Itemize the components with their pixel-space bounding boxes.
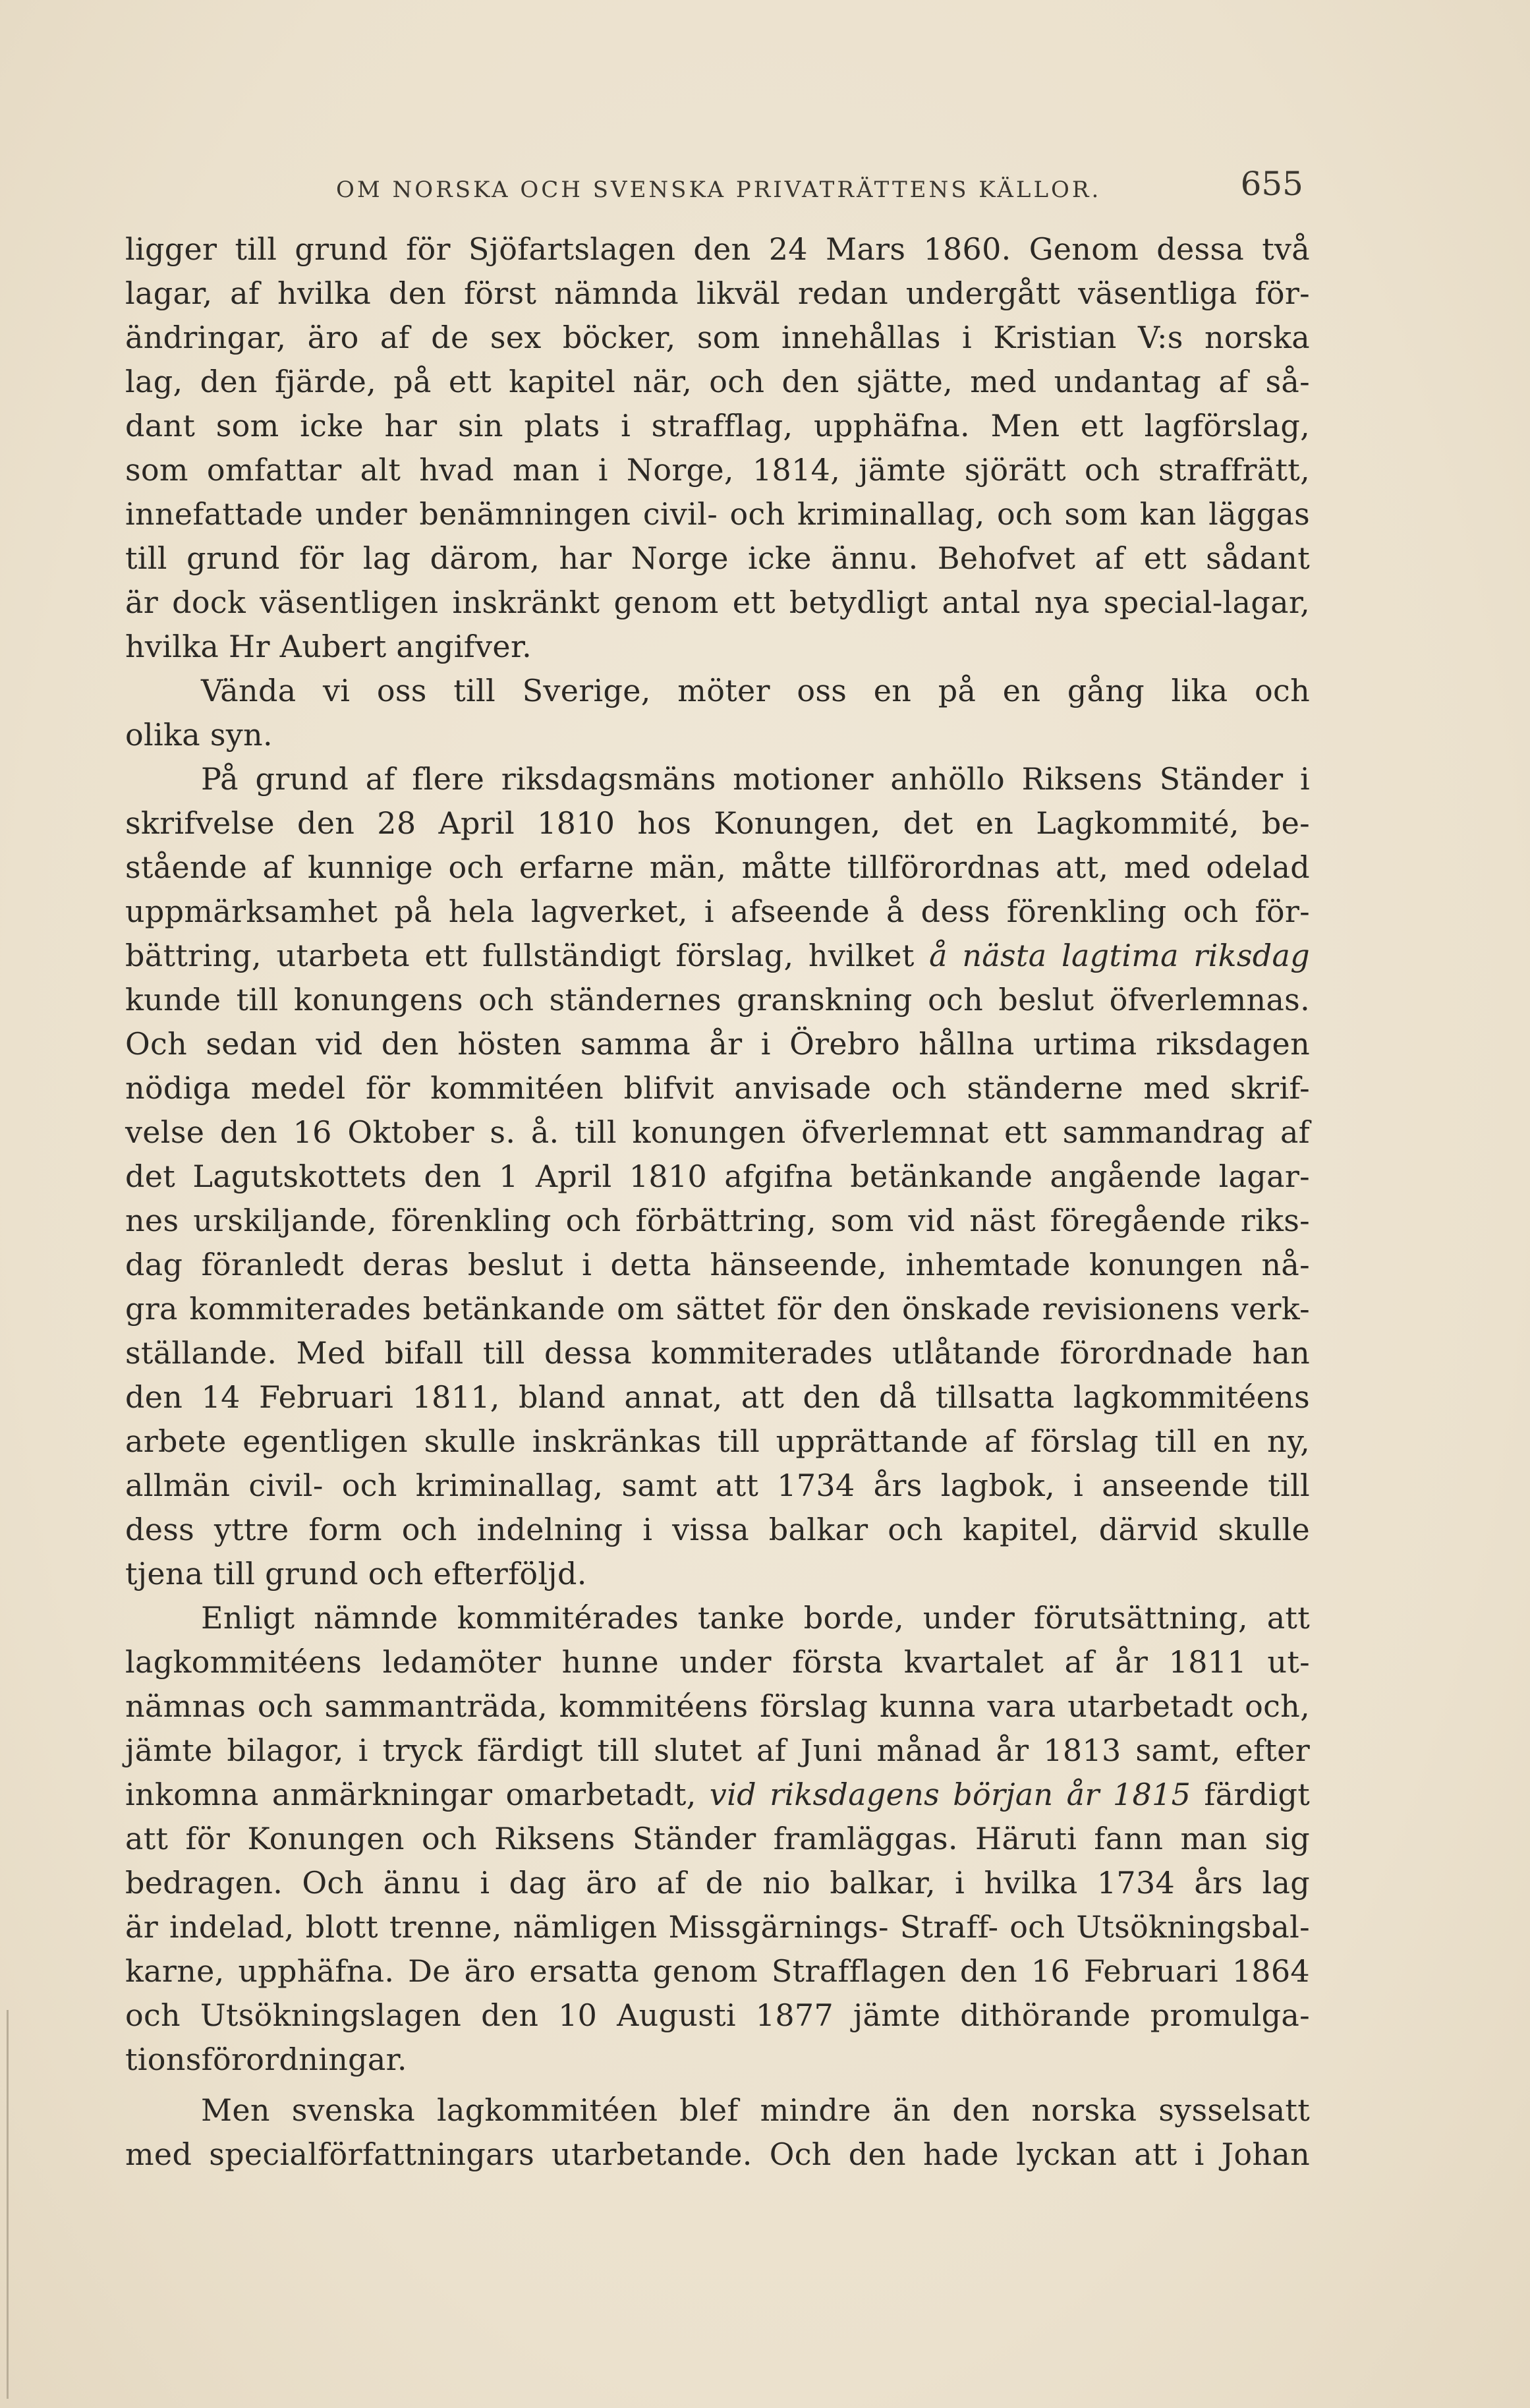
text-line: stående af kunnige och erfarne män, måtte tillförordnas att, med odelad — [125, 849, 1310, 885]
text-line: med specialförfattningars utarbetande. Och den hade lyckan att i Johan — [125, 2136, 1310, 2172]
text-line: karne, upphäfna. De äro ersatta genom Strafflagen den 16 Februari 1864 — [125, 1953, 1310, 1989]
text-line: Och sedan vid den hösten samma år i Örebro hållna urtima riksdagen — [125, 1026, 1310, 1062]
text-line: ändringar, äro af de sex böcker, som innehållas i Kristian V:s norska — [125, 320, 1310, 355]
text-run: färdigt — [1191, 1777, 1310, 1812]
text-line: som omfattar alt hvad man i Norge, 1814, jämte sjörätt och straffrätt, — [125, 452, 1310, 488]
text-line: hvilka Hr Aubert angifver. — [125, 629, 532, 664]
text-line: arbete egentligen skulle inskränkas till upprättande af förslag till en ny, — [125, 1423, 1310, 1459]
text-line: nes urskiljande, förenkling och förbättring, som vid näst föregående riks- — [125, 1203, 1310, 1238]
text-line: är dock väsentligen inskränkt genom ett betydligt antal nya special-lagar, — [125, 585, 1310, 620]
text-line: lag, den fjärde, på ett kapitel när, och den sjätte, med undantag af så- — [125, 364, 1310, 399]
text-line — [125, 934, 1310, 978]
text-line: dant som icke har sin plats i strafflag, upphäfna. Men ett lagförslag, — [125, 408, 1310, 444]
text-line: jämte bilagor, i tryck färdigt till slutet af Juni månad år 1813 samt, efter — [125, 1733, 1310, 1768]
text-line: att för Konungen och Riksens Ständer framläggas. Häruti fann man sig — [125, 1821, 1310, 1856]
text-line: uppmärksamhet på hela lagverket, i afseende å dess förenkling och för- — [125, 894, 1310, 929]
page-header — [125, 165, 1310, 211]
text-line: nämnas och sammanträda, kommitéens förslag kunna vara utarbetadt och, — [125, 1688, 1310, 1724]
text-line: är indelad, blott trenne, nämligen Missgärnings- Straff- och Utsökningsbal- — [125, 1909, 1310, 1945]
text-run: inkomna anmärkningar omarbetadt, — [125, 1777, 710, 1812]
page-edge-shadow — [7, 2010, 9, 2399]
text-line: allmän civil- och kriminallag, samt att 1734 års lagbok, i anseende till — [125, 1468, 1310, 1503]
italic-run: å nästa lagtima riksdag — [929, 938, 1310, 973]
text-line: skrifvelse den 28 April 1810 hos Konungen, det en Lagkommité, be- — [125, 805, 1310, 841]
italic-run: vid riksdagens början år 1815 — [709, 1777, 1191, 1812]
text-line: lagar, af hvilka den först nämnda likväl redan undergått väsentliga för- — [125, 275, 1310, 311]
text-line: ställande. Med bifall till dessa kommiterades utlåtande förordnade han — [125, 1335, 1310, 1371]
body-text — [125, 227, 1310, 2177]
text-line — [125, 1773, 1310, 1817]
text-line: tionsförordningar. — [125, 2042, 407, 2077]
text-line: nödiga medel för kommitéen blifvit anvisade och ständerne med skrif- — [125, 1070, 1310, 1106]
text-line: olika syn. — [125, 717, 273, 753]
text-line: kunde till konungens och ständernes granskning och beslut öfverlemnas. — [125, 982, 1310, 1018]
text-line: dess yttre form och indelning i vissa balkar och kapitel, därvid skulle — [125, 1512, 1310, 1547]
text-line: och Utsökningslagen den 10 Augusti 1877 jämte dithörande promulga- — [125, 1997, 1310, 2033]
running-head: OM NORSKA OCH SVENSKA PRIVATRÄTTENS KÄLLOR. — [336, 177, 1102, 203]
text-line: velse den 16 Oktober s. å. till konungen öfverlemnat ett sammandrag af — [125, 1114, 1310, 1150]
text-line: tjena till grund och efterföljd. — [125, 1556, 587, 1591]
page-number: 655 — [1240, 165, 1303, 203]
text-line: den 14 Februari 1811, bland annat, att den då tillsatta lagkommitéens — [125, 1379, 1310, 1415]
text-line: gra kommiterades betänkande om sättet för den önskade revisionens verk- — [125, 1291, 1310, 1327]
paragraph-start: Men svenska lagkommitéen blef mindre än den norska sysselsatt — [201, 2092, 1310, 2128]
paragraph-start: Vända vi oss till Sverige, möter oss en på en gång lika och — [201, 673, 1310, 708]
text-line: bedragen. Och ännu i dag äro af de nio balkar, i hvilka 1734 års lag — [125, 1865, 1310, 1901]
text-line: lagkommitéens ledamöter hunne under första kvartalet af år 1811 ut- — [125, 1644, 1310, 1680]
text-line: dag föranledt deras beslut i detta hänseende, inhemtade konungen nå- — [125, 1247, 1310, 1282]
text-run: bättring, utarbeta ett fullständigt förslag, hvilket — [125, 938, 930, 973]
text-line: innefattade under benämningen civil- och kriminallag, och som kan läggas — [125, 496, 1310, 532]
text-line: det Lagutskottets den 1 April 1810 afgifna betänkande angående lagar- — [125, 1159, 1310, 1194]
text-line: till grund för lag därom, har Norge icke ännu. Behofvet af ett sådant — [125, 540, 1310, 576]
text-line: ligger till grund för Sjöfartslagen den 24 Mars 1860. Genom dessa två — [125, 231, 1310, 267]
paragraph-start: På grund af flere riksdagsmäns motioner anhöllo Riksens Ständer i — [201, 761, 1310, 797]
paragraph-start: Enligt nämnde kommitérades tanke borde, under förutsättning, att — [201, 1600, 1310, 1636]
